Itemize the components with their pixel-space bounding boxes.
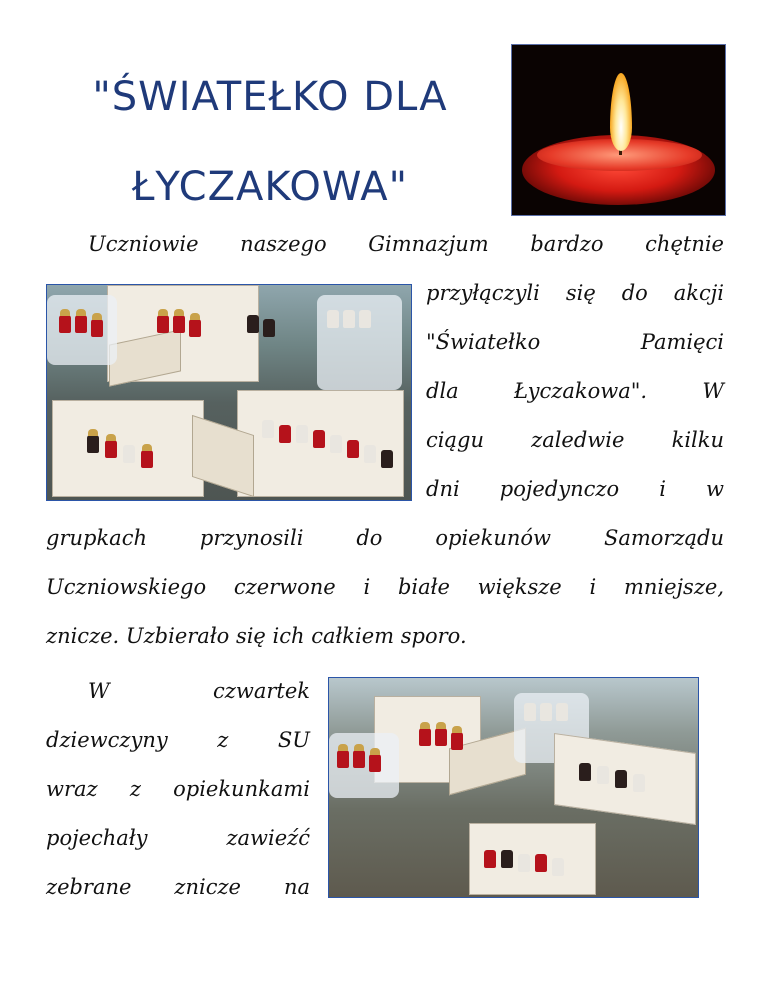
paragraph-line: W czwartek (88, 679, 310, 703)
paragraph-line: zebrane znicze na (46, 875, 310, 899)
paragraph-line: wraz z opiekunkami (46, 777, 310, 801)
title-line-2: ŁYCZAKOWA" (131, 164, 409, 210)
paragraph-line: dni pojedynczo i w (426, 477, 724, 501)
candles-boxes-photo (46, 284, 412, 501)
title-line-1: "ŚWIATEŁKO DLA (92, 74, 448, 120)
paragraph-line: "Światełko Pamięci (426, 330, 724, 354)
paragraph-line: Uczniowie naszego Gimnazjum bardzo chętnie (88, 232, 724, 256)
paragraph-line: pojechały zawieźć (46, 826, 310, 850)
paragraph-line: grupkach przynosili do opiekunów Samorządu (46, 526, 724, 550)
paragraph-line: dziewczyny z SU (46, 728, 310, 752)
paragraph-line: dla Łyczakowa". W (426, 379, 724, 403)
candle-flame (610, 73, 632, 151)
paragraph-line: przyłączyli się do akcji (426, 281, 724, 305)
candle-photo (511, 44, 726, 216)
candles-classroom-photo (328, 677, 699, 898)
document-title (40, 52, 500, 232)
paragraph-line: ciągu zaledwie kilku (426, 428, 724, 452)
paragraph-line: Uczniowskiego czerwone i białe większe i mniejsze, (46, 575, 724, 599)
paragraph-line: znicze. Uzbierało się ich całkiem sporo. (46, 624, 467, 648)
